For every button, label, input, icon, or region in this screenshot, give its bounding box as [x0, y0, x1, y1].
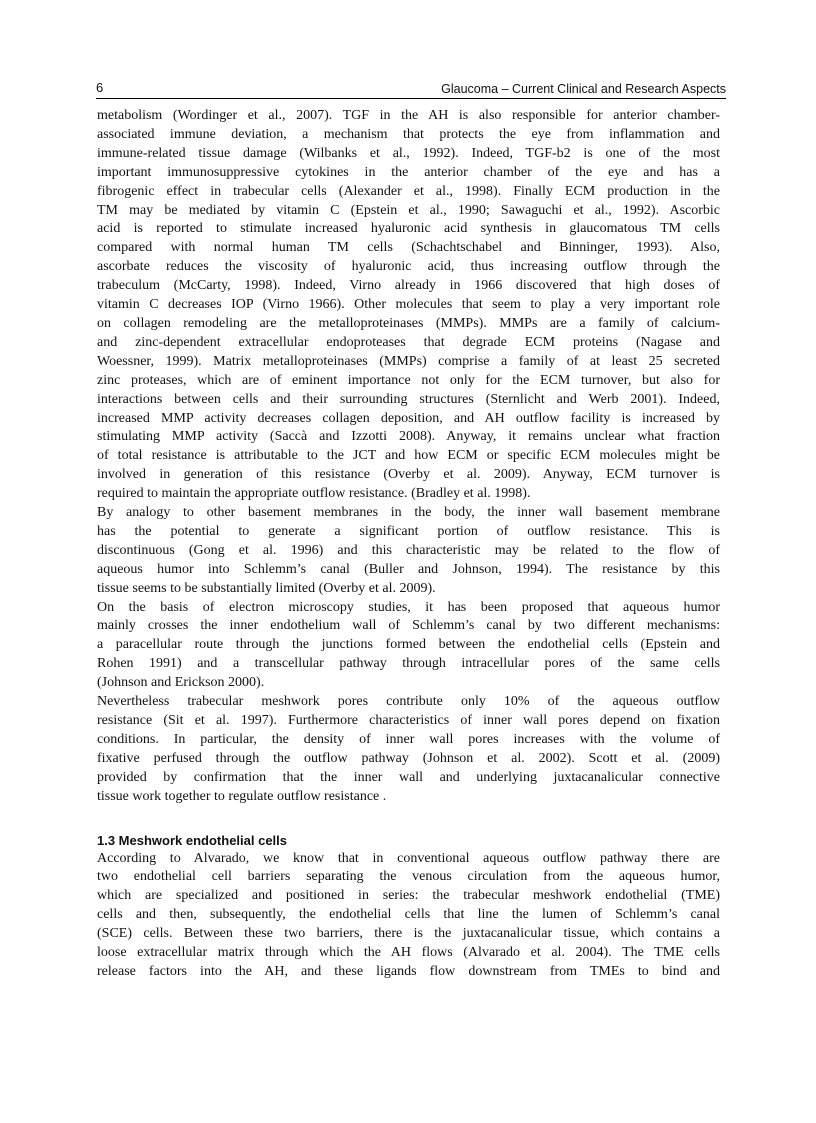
text-line: interactions between cells and their surrounding structures (Sternlicht and Werb 2001). Indeed,	[97, 391, 720, 407]
text-line: aqueous humor into Schlemm’s canal (Buller and Johnson, 1994). The resistance by this	[97, 561, 720, 577]
paragraph	[97, 504, 720, 599]
section-heading: 1.3 Meshwork endothelial cells	[97, 832, 288, 848]
text-line: tissue seems to be substantially limited (Overby et al. 2009).	[97, 580, 436, 596]
text-line: stimulating MMP activity (Saccà and Izzotti 2008). Anyway, it remains unclear what fraction	[97, 429, 720, 445]
text-line: provided by confirmation that the inner wall and underlying juxtacanalicular connective	[97, 769, 720, 785]
text-line: On the basis of electron microscopy studies, it has been proposed that aqueous humor	[97, 599, 720, 615]
text-line: mainly crosses the inner endothelium wall of Schlemm’s canal by two different mechanisms:	[97, 618, 720, 634]
page-body	[97, 107, 720, 982]
text-line: two endothelial cell barriers separating the venous circulation from the aqueous humor,	[97, 869, 720, 885]
text-line: ascorbate reduces the viscosity of hyaluronic acid, thus increasing outflow through the	[97, 259, 720, 275]
text-line: Woessner, 1999). Matrix metalloproteinases (MMPs) comprise a family of at least 25 secreted	[97, 353, 720, 369]
text-line: tissue work together to regulate outflow resistance .	[97, 788, 387, 804]
text-line: resistance (Sit et al. 1997). Furthermore characteristics of inner wall pores depend on fixation	[97, 713, 720, 728]
text-line: According to Alvarado, we know that in conventional aqueous outflow pathway there are	[97, 850, 720, 866]
text-line: has the potential to generate a significant portion of outflow resistance. This is	[97, 523, 720, 539]
text-line: a paracellular route through the junctions formed between the endothelial cells (Epstein and	[97, 637, 720, 653]
text-line: Nevertheless trabecular meshwork pores contribute only 10% of the aqueous outflow	[97, 694, 720, 710]
text-line: required to maintain the appropriate outflow resistance. (Bradley et al. 1998).	[97, 486, 531, 502]
text-line: fixative perfused through the outflow pathway (Johnson et al. 2002). Scott et al. (2009)	[97, 750, 720, 766]
paragraph	[97, 693, 720, 806]
text-line: (SCE) cells. Between these two barriers, there is the juxtacanalicular tissue, which contains a	[97, 926, 720, 942]
text-line: trabeculum (McCarty, 1998). Indeed, Virno already in 1966 discovered that high doses of	[97, 278, 720, 294]
text-line: involved in generation of this resistance (Overby et al. 2009). Anyway, ECM turnover is	[97, 467, 720, 483]
text-line: TM may be mediated by vitamin C (Epstein et al., 1990; Sawaguchi et al., 1992). Ascorbic	[97, 202, 720, 218]
page-number: 6	[96, 80, 104, 95]
text-line: acid is reported to stimulate increased hyaluronic acid synthesis in glaucomatous TM cells	[97, 221, 720, 237]
text-line: cells and then, subsequently, the endothelial cells that line the lumen of Schlemm’s canal	[97, 907, 720, 923]
text-line: discontinuous (Gong et al. 1996) and this characteristic may be related to the flow of	[97, 542, 720, 558]
text-line: By analogy to other basement membranes in the body, the inner wall basement membrane	[97, 505, 720, 521]
text-line: fibrogenic effect in trabecular cells (Alexander et al., 1998). Finally ECM production in the	[97, 183, 720, 199]
paragraph	[97, 107, 720, 504]
text-line: increased MMP activity decreases collagen deposition, and AH outflow facility is increased by	[97, 410, 720, 426]
text-line: Rohen 1991) and a transcellular pathway through intracellular pores of the same cells	[97, 656, 720, 672]
body-paragraphs	[97, 107, 720, 807]
text-line: compared with normal human TM cells (Schachtschabel and Binninger, 1993). Also,	[97, 240, 720, 256]
text-line: zinc proteases, which are of eminent importance not only for the ECM turnover, but also for	[97, 372, 720, 388]
running-header	[96, 80, 726, 99]
text-line: and zinc-dependent extracellular endoproteases that degrade ECM proteins (Nagase and	[97, 334, 720, 350]
paragraph	[97, 599, 720, 694]
text-line: loose extracellular matrix through which the AH flows (Alvarado et al. 2004). The TME cells	[97, 945, 720, 961]
text-line: (Johnson and Erickson 2000).	[97, 675, 265, 691]
text-line: important immunosuppressive cytokines in the anterior chamber of the eye and has a	[97, 164, 720, 180]
text-line: release factors into the AH, and these ligands flow downstream from TMEs to bind and	[97, 963, 720, 979]
text-line: metabolism (Wordinger et al., 2007). TGF in the AH is also responsible for anterior chamber-	[97, 108, 720, 123]
text-line: of total resistance is attributable to the JCT and how ECM or specific ECM molecules might be	[97, 448, 720, 464]
section-gap	[97, 807, 720, 828]
text-line: associated immune deviation, a mechanism that protects the eye from inflammation and	[97, 126, 720, 142]
section-paragraph	[97, 850, 720, 982]
text-line: on collagen remodeling are the metalloproteinases (MMPs). MMPs are a family of calcium-	[97, 315, 720, 331]
text-line: which are specialized and positioned in series: the trabecular meshwork endothelial (TME)	[97, 888, 720, 904]
text-line: vitamin C decreases IOP (Virno 1966). Other molecules that seem to play a very important role	[97, 297, 720, 313]
text-line: immune-related tissue damage (Wilbanks et al., 1992). Indeed, TGF-b2 is one of the most	[97, 145, 720, 161]
running-title: Glaucoma – Current Clinical and Research Aspects	[441, 82, 726, 96]
text-line: conditions. In particular, the density of inner wall pores increases with the volume of	[97, 731, 720, 747]
